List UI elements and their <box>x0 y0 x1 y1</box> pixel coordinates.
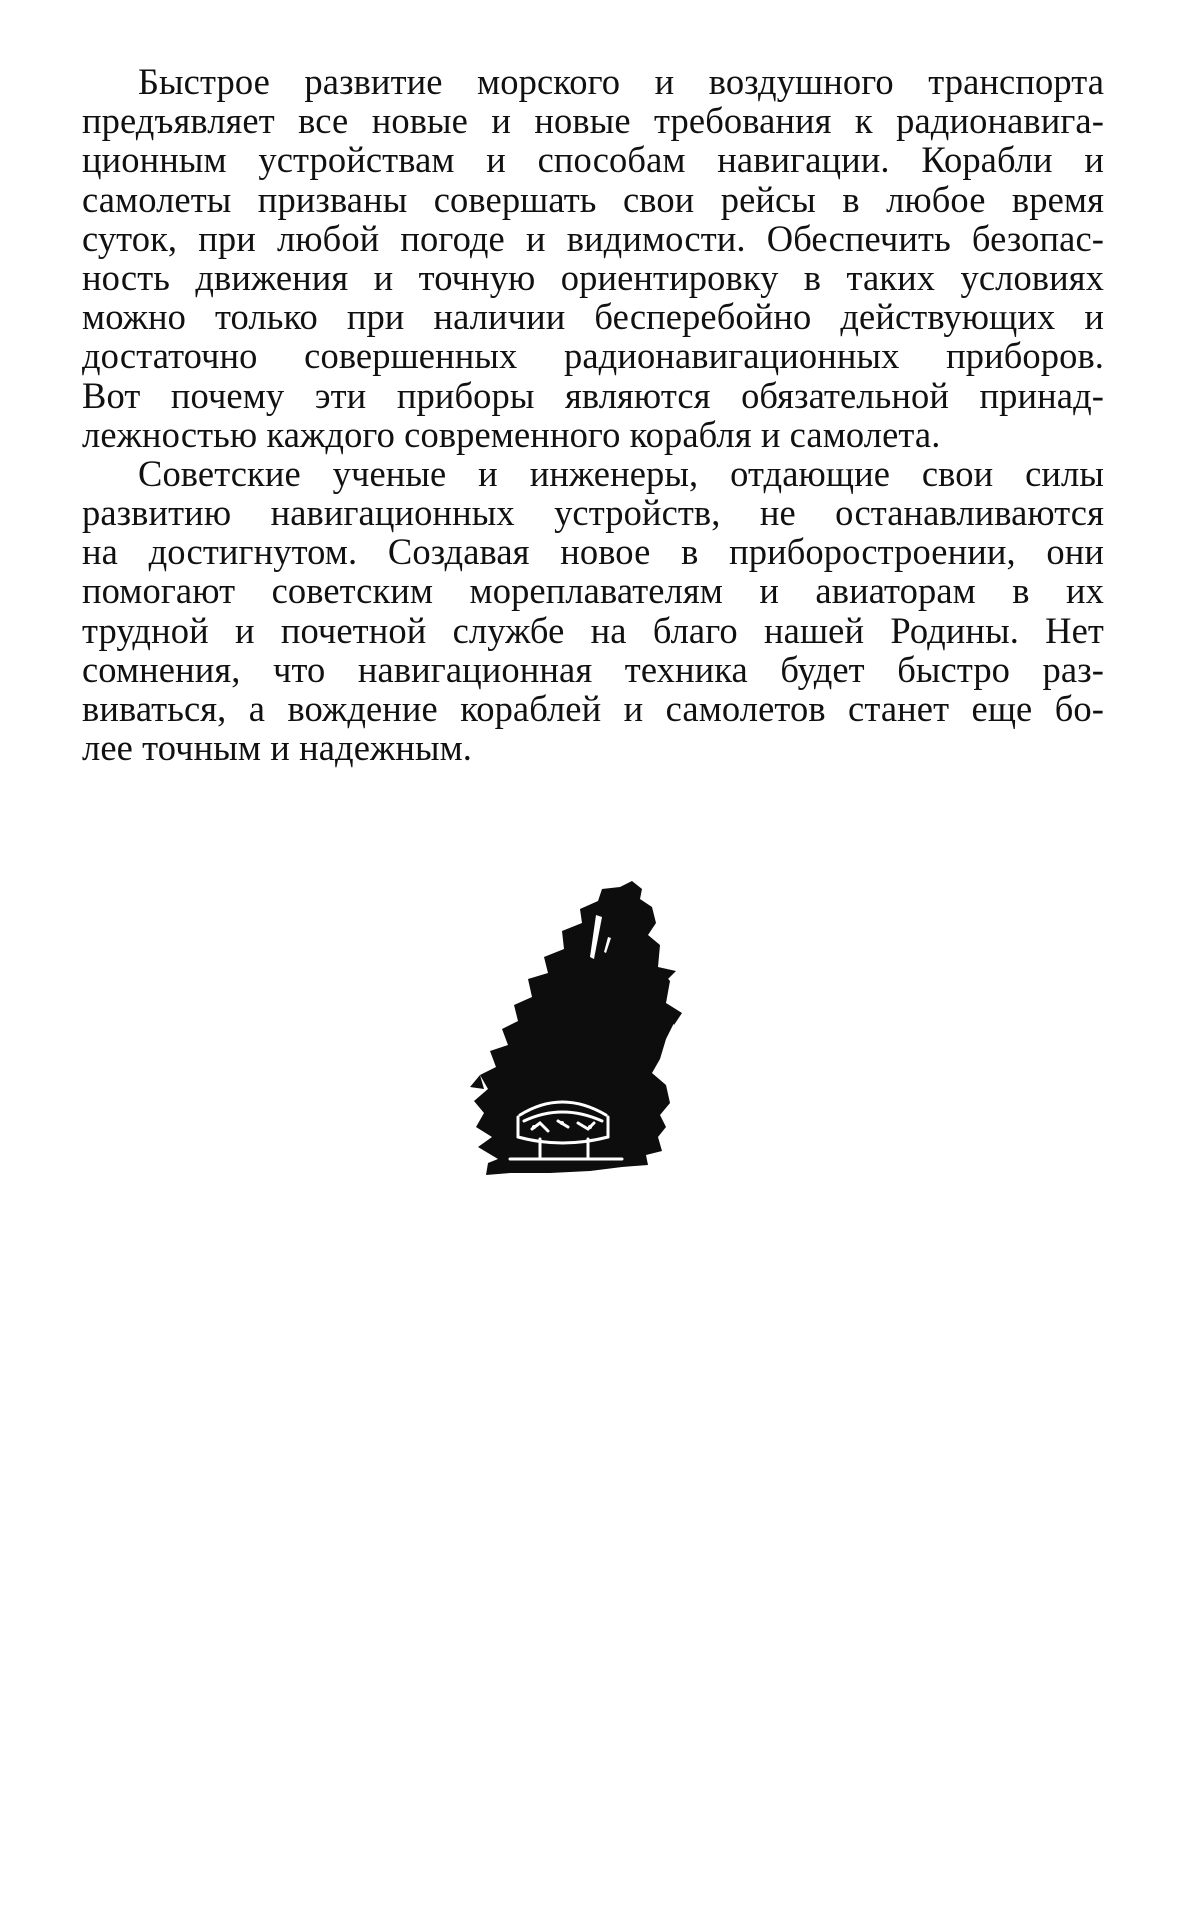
text-line: достаточно совершенных радионавигационных приборов. <box>82 335 1104 377</box>
text-line: суток, при любой погоде и видимости. Обеспечить безопас- <box>82 217 1104 259</box>
text-line: трудной и почетной службе на благо нашей Родины. Нет <box>82 609 1104 651</box>
text-line: предъявляет все новые и новые требования к радионавига- <box>82 100 1104 142</box>
text-line: можно только при наличии бесперебойно действующих и <box>82 296 1104 338</box>
text-line: Советские ученые и инженеры, отдающие свои силы <box>138 452 1104 494</box>
text-line: на достигнутом. Создавая новое в приборостроении, они <box>82 531 1104 573</box>
vignette-silhouette <box>474 881 675 1175</box>
text-line: виваться, а вождение кораблей и самолетов станет еще бо- <box>82 688 1104 729</box>
text-line: Вот почему эти приборы являются обязательной принад- <box>82 374 1104 416</box>
text-line: сомнения, что навигационная техника будет быстро раз- <box>82 648 1104 690</box>
text-line: лее точным и надежным. <box>82 727 473 769</box>
compass-binnacle-vignette-icon <box>470 875 685 1180</box>
text-line: ность движения и точную ориентировку в таких условиях <box>82 256 1104 298</box>
paragraph-1 <box>82 62 1104 454</box>
text-line: Быстрое развитие морского и воздушного транспорта <box>138 61 1104 102</box>
body-text <box>82 62 1104 767</box>
paragraph-2 <box>82 454 1104 768</box>
text-line: помогают советским мореплавателям и авиаторам в их <box>82 570 1104 612</box>
text-line: ционным устройствам и способам навигации. Корабли и <box>82 139 1104 181</box>
text-line: лежностью каждого современного корабля и самолета. <box>82 413 941 455</box>
text-line: развитию навигационных устройств, не останавливаются <box>82 492 1104 534</box>
text-line: самолеты призваны совершать свои рейсы в любое время <box>82 178 1104 220</box>
